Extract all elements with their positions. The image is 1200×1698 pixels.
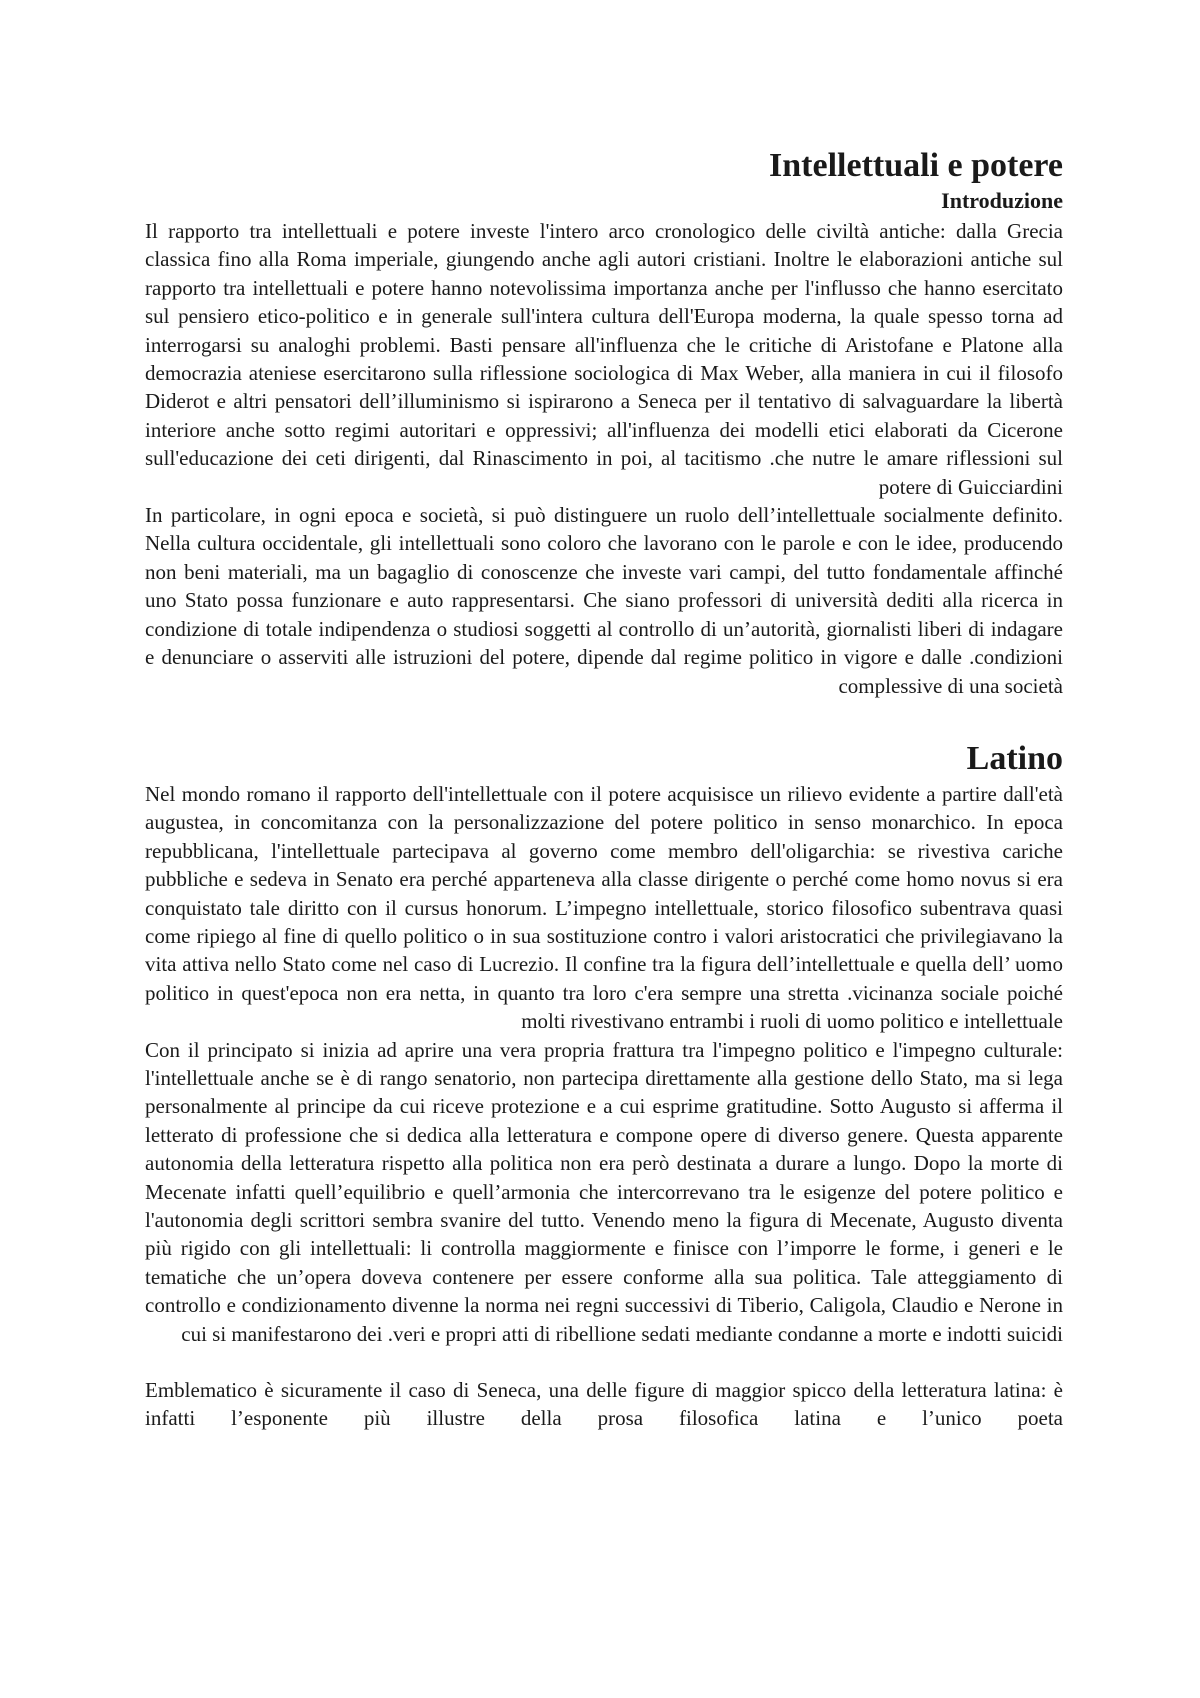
introduction-paragraph-2: In particolare, in ogni epoca e società, si può distinguere un ruolo dell’intellettuale socialmente definito. Nella cultura occidentale, gli intellettuali sono coloro che lavorano con le parole e con le idee, producendo non beni materiali, ma un bagaglio di conoscenze che investe vari campi, del tutto fondamentale affinché uno Stato possa funzionare e auto rappresentarsi. Che siano professori di università dediti alla ricerca in condizione di totale indipendenza o studiosi soggetti al controllo di un’autorità, giornalisti liberi di indagare e denunciare o asserviti alle istruzioni del potere, dipende dal regime politico in vigore e dalle .condizioni complessive di una società [145, 503, 1063, 698]
latino-paragraph-3: Emblematico è sicuramente il caso di Seneca, una delle figure di maggior spicco della letteratura latina: è infatti l’esponente più illustre della prosa filosofica latina e l’unico poeta [145, 1378, 1063, 1431]
latino-heading: Latino [966, 739, 1063, 777]
document-page [145, 145, 1063, 1433]
introduction-heading: Introduzione [941, 188, 1063, 213]
latino-paragraph-1: Nel mondo romano il rapporto dell'intellettuale con il potere acquisisce un rilievo evidente a partire dall'età augustea, in concomitanza con la personalizzazione del potere politico in senso monarchico. In epoca repubblicana, l'intellettuale partecipava al governo come membro dell'oligarchia: se rivestiva cariche pubbliche e sedeva in Senato era perché apparteneva alla classe dirigente o perché come homo novus si era conquistato tale diritto con il cursus honorum. L’impegno intellettuale, storico filosofico subentrava quasi come ripiego al fine di quello politico o in sua sostituzione contro i valori aristocratici che privilegiavano la vita attiva nello Stato come nel caso di Lucrezio. Il confine tra la figura dell’intellettuale e quella dell’ uomo politico in quest'epoca non era netta, in quanto tra loro c'era sempre una stretta .vicinanza sociale poiché molti rivestivano entrambi i ruoli di uomo politico e intellettuale [145, 781, 1063, 1034]
document-title: Intellettuali e potere [769, 147, 1063, 184]
introduction-paragraph-1: Il rapporto tra intellettuali e potere investe l'intero arco cronologico delle civiltà antiche: dalla Grecia classica fino alla Roma imperiale, giungendo anche agli autori cristiani. Inoltre le elaborazioni antiche sul rapporto tra intellettuali e potere hanno notevolissima importanza anche per l'influsso che hanno esercitato sul pensiero etico-politico e in generale sull'intera cultura dell'Europa moderna, la quale spesso torna ad interrogarsi su analoghi problemi. Basti pensare all'influenza che le critiche di Aristofane e Platone alla democrazia ateniese esercitarono sulla riflessione sociologica di Max Weber, alla maniera in cui il filosofo Diderot e altri pensatori dell’illuminismo si ispirarono a Seneca per il tentativo di salvaguardare la libertà interiore anche sotto regimi autoritari e oppressivi; all'influenza dei modelli etici elaborati da Cicerone sull'educazione dei ceti dirigenti, dal Rinascimento in poi, al tacitismo .che nutre le amare riflessioni sul potere di Guicciardini [145, 219, 1063, 499]
latino-paragraph-2: Con il principato si inizia ad aprire una vera propria frattura tra l'impegno politico e l'impegno culturale: l'intellettuale anche se è di rango senatorio, non partecipa direttamente alla gestione dello Stato, ma si lega personalmente al principe da cui riceve protezione e a cui esprime gratitudine. Sotto Augusto si afferma il letterato di professione che si dedica alla letteratura e compone opere di diverso genere. Questa apparente autonomia della letteratura rispetto alla politica non era però destinata a durare a lungo. Dopo la morte di Mecenate infatti quell’equilibrio e quell’armonia che intercorrevano tra le esigenze del potere politico e l'autonomia degli scrittori sembra svanire del tutto. Venendo meno la figura di Mecenate, Augusto diventa più rigido con gli intellettuali: li controlla maggiormente e finisce con l’imporre le forme, i generi e le tematiche che un’opera doveva contenere per essere conforme alla sua politica. Tale atteggiamento di controllo e condizionamento divenne la norma nei regni successivi di Tiberio, Caligola, Claudio e Nerone in cui si manifestarono dei .veri e propri atti di ribellione sedati mediante condanne a morte e indotti suicidi [145, 1037, 1063, 1346]
